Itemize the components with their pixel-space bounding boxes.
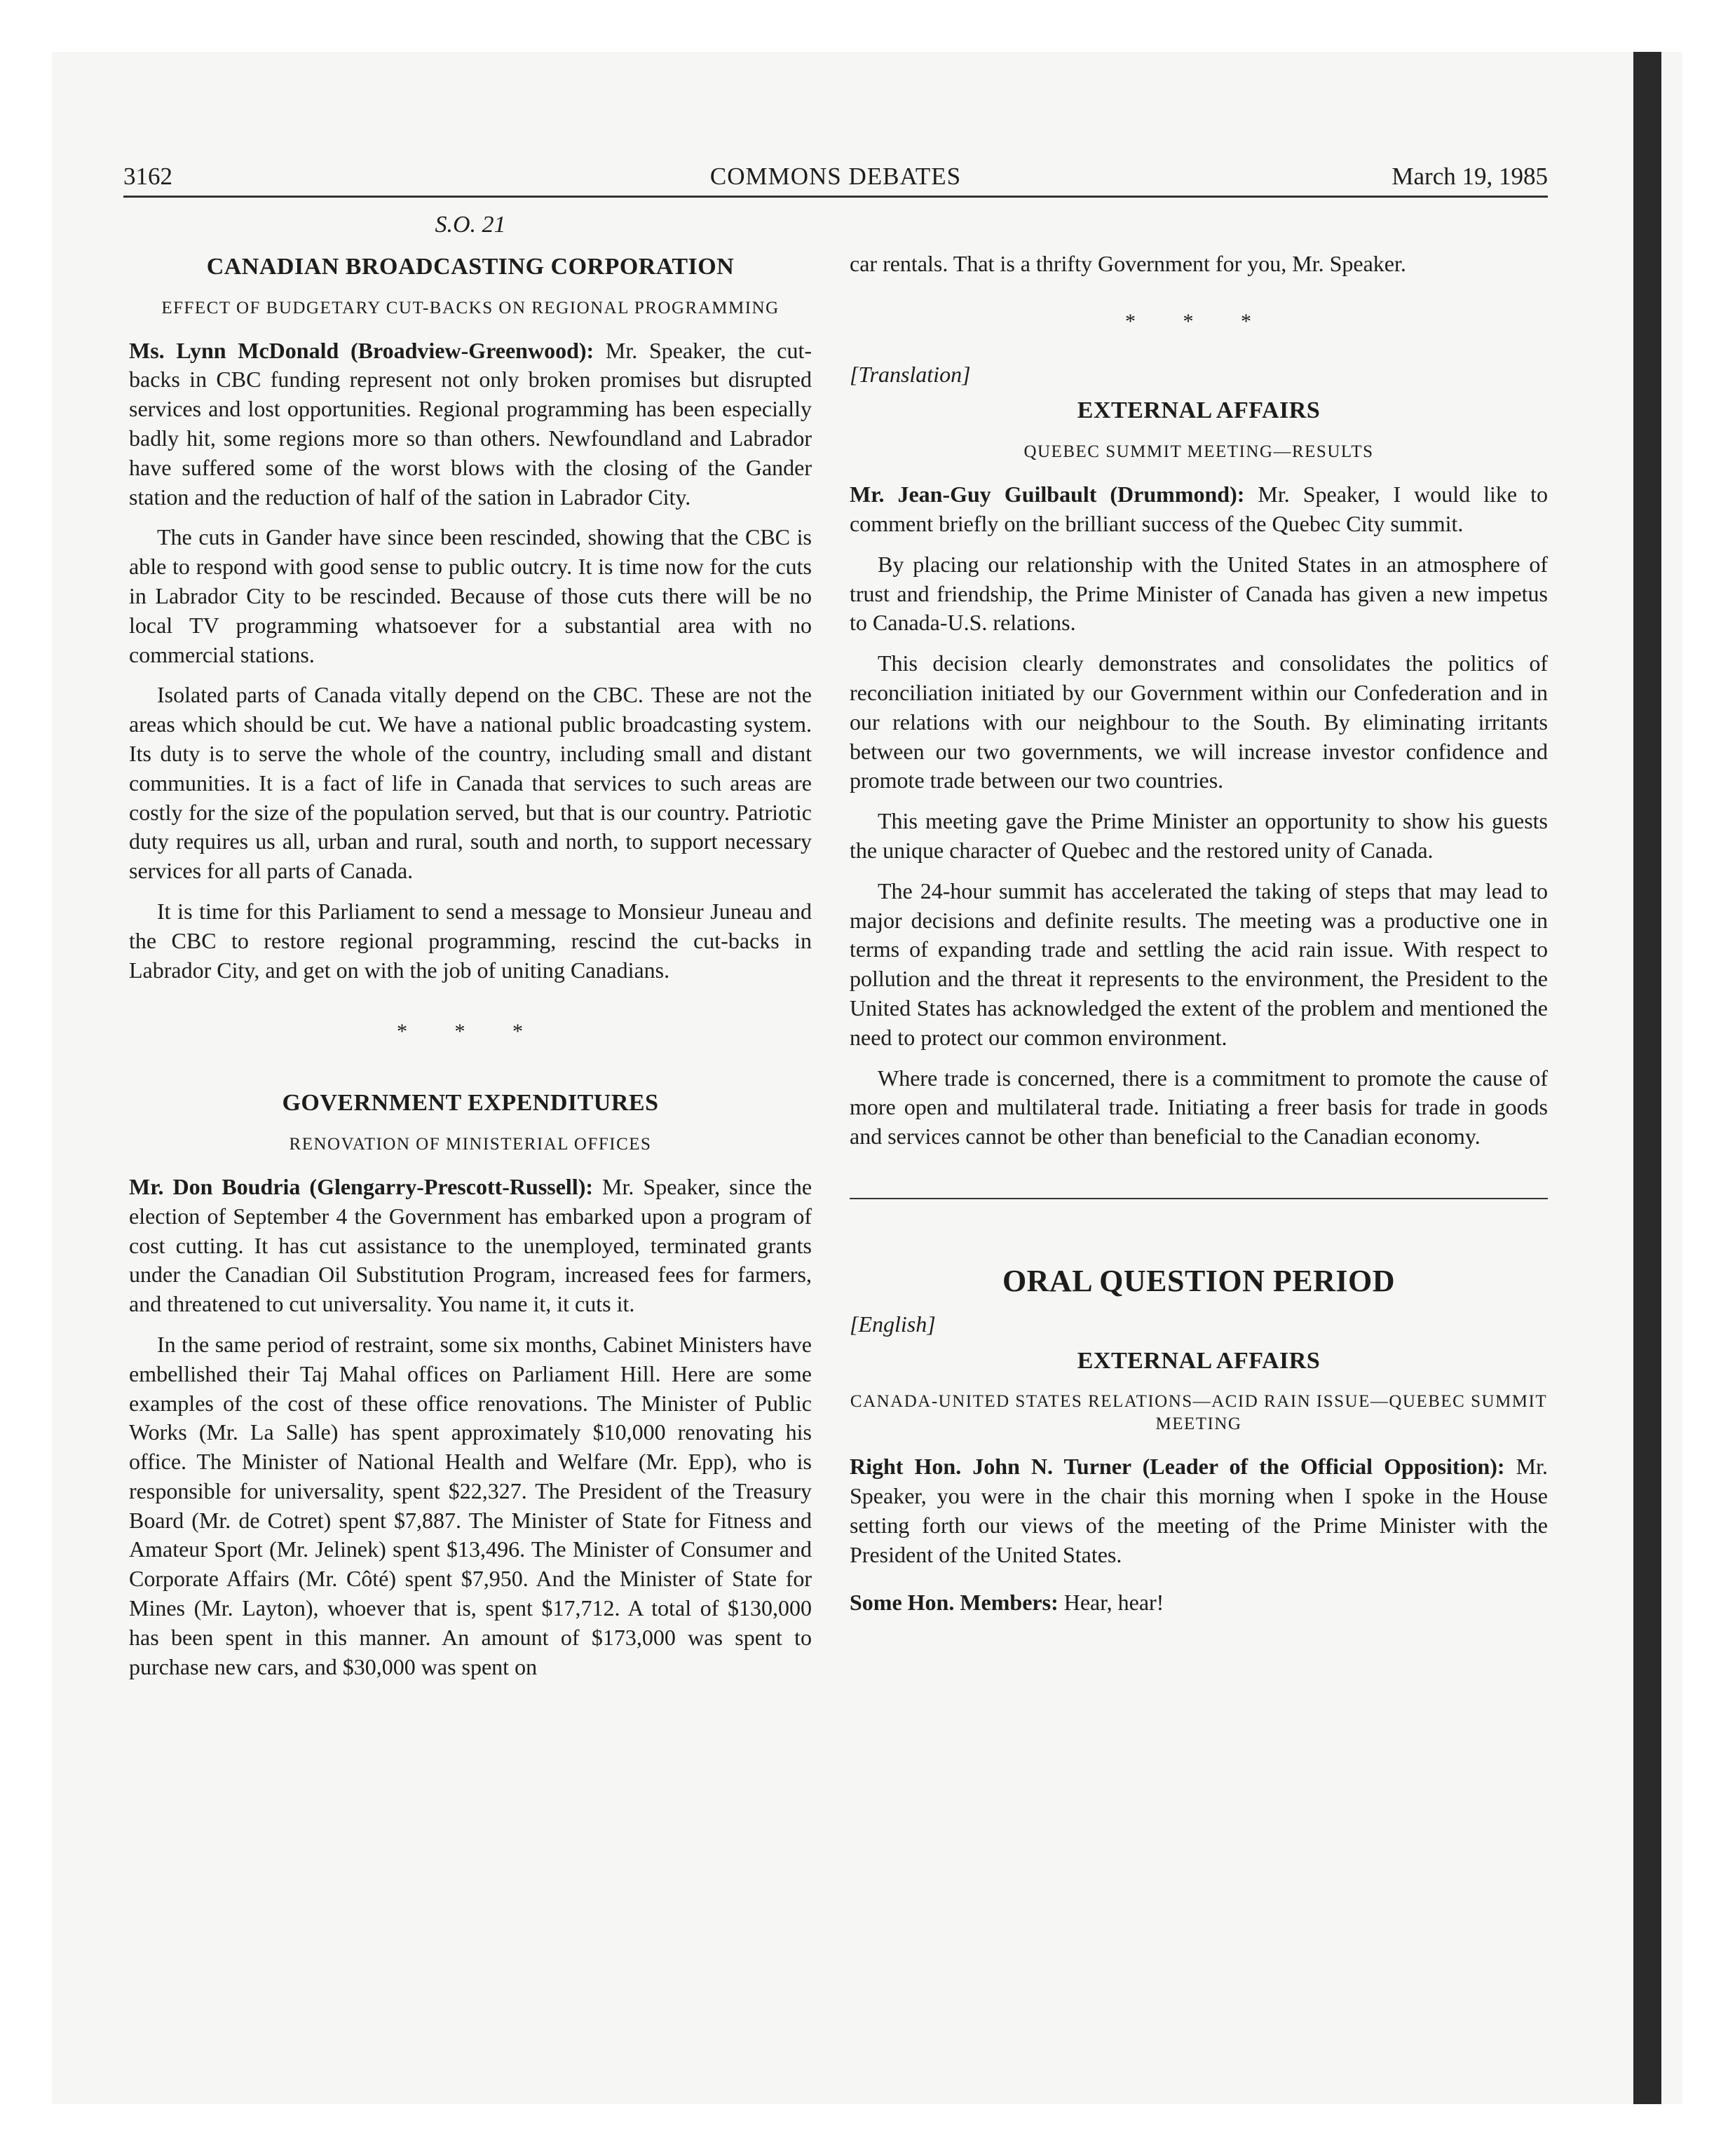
paragraph	[129, 1173, 812, 1319]
paragraph-continuation: car rentals. That is a thrifty Government for you, Mr. Speaker.	[850, 251, 1406, 276]
page-header	[123, 163, 1548, 198]
section-subtitle-quebec-summit: QUEBEC SUMMIT MEETING—RESULTS	[1023, 442, 1374, 462]
language-tag-english: [English]	[850, 1311, 936, 1337]
speaker-name: Mr. Jean-Guy Guilbault (Drummond):	[850, 482, 1245, 507]
speaker-name: Some Hon. Members:	[850, 1589, 1059, 1615]
paragraph	[129, 336, 812, 512]
speaker-name: Right Hon. John N. Turner (Leader of the Official Opposition):	[850, 1454, 1505, 1480]
section-title-expenditures: GOVERNMENT EXPENDITURES	[282, 1090, 659, 1117]
section-subtitle-cbc: EFFECT OF BUDGETARY CUT-BACKS ON REGIONAL PROGRAMMING	[161, 298, 780, 318]
section-divider-rule	[850, 1198, 1548, 1199]
left-column	[129, 210, 812, 1693]
paragraph	[850, 1452, 1548, 1569]
speech-text: Mr. Speaker, the cut-backs in CBC funding represent not only broken promises but disrupted services and lost opportunities. Regional programming has been especially badly hit, some regions more so than others. Newfoundland and Labrador have suffered some of the worst blows with the closing of the Gander station and the reduction of half of the sation in Labrador City.	[129, 337, 812, 510]
paragraph: Where trade is concerned, there is a commitment to promote the cause of more open and multilateral trade. Initiating a freer basis for trade in goods and services cannot be other than beneficial to the Canadian economy.	[850, 1065, 1548, 1149]
paragraph	[850, 1588, 1548, 1618]
header-rule	[123, 196, 1548, 198]
section-separator-stars: * * *	[397, 1020, 544, 1044]
speaker-name: Mr. Don Boudria (Glengarry-Prescott-Russell):	[129, 1173, 594, 1199]
paragraph: It is time for this Parliament to send a message to Monsieur Juneau and the CBC to restore regional programming, rescind the cut-backs in Labrador City, and get on with the job of uniting Canadians.	[129, 898, 812, 983]
speech-text: Mr. Speaker, you were in the chair this morning when I spoke in the House setting forth our views of the meeting of the Prime Minister with the President of the United States.	[850, 1454, 1549, 1567]
speech-text: Mr. Speaker, I would like to comment briefly on the brilliant success of the Quebec City summit.	[850, 482, 1549, 536]
section-title-cbc: CANADIAN BROADCASTING CORPORATION	[206, 253, 735, 280]
oral-question-period-title: ORAL QUESTION PERIOD	[1002, 1263, 1396, 1298]
paragraph: This decision clearly demonstrates and consolidates the politics of reconciliation initiated by our Government within our Confederation and in our relations with our neighbour to the South. By eliminating irritants between our two governments, we will increase investor confidence and promote trade between our two countries.	[850, 650, 1548, 793]
paragraph: The 24-hour summit has accelerated the taking of steps that may lead to major decisions and definite results. The meeting was a productive one in terms of expanding trade and settling the acid rain issue. With respect to pollution and the threat it represents to the environment, the President to the United States has acknowledged the extent of the problem and mentioned the need to protect our common environment.	[850, 878, 1548, 1050]
paragraph: The cuts in Gander have since been rescinded, showing that the CBC is able to respond with good sense to public outcry. It is time now for the cuts in Labrador City to be rescinded. Because of those cuts there will be no local TV programming whatsoever for a substantial area with no commercial stations.	[129, 524, 812, 667]
publication-date: March 19, 1985	[1392, 163, 1548, 190]
right-column	[850, 210, 1548, 1628]
speech-text: Mr. Speaker, since the election of September 4 the Government has embarked upon a program of cost cutting. It has cut assistance to the unemployed, terminated grants under the Canadian Oil Substitution Program, increased fees for farmers, and threatened to cut universality. You name it, it cuts it.	[129, 1173, 812, 1317]
publication-title: COMMONS DEBATES	[709, 163, 962, 190]
paragraph: By placing our relationship with the United States in an atmosphere of trust and friendship, the Prime Minister of Canada has given a new impetus to Canada-U.S. relations.	[850, 551, 1548, 636]
language-tag-translation: [Translation]	[850, 361, 971, 387]
paragraph	[850, 480, 1548, 539]
paragraph: Isolated parts of Canada vitally depend on the CBC. These are not the areas which should be cut. We have a national public broadcasting system. Its duty is to serve the whole of the country, including small and distant communities. It is a fact of life in Canada that services to such areas are costly for the size of the population served, but that is our country. Patriotic duty requires us all, urban and rural, south and north, to support necessary services for all parts of Canada.	[129, 682, 812, 884]
speaker-name: Ms. Lynn McDonald (Broadview-Greenwood):	[129, 337, 594, 363]
section-subtitle-acid-rain: CANADA-UNITED STATES RELATIONS—ACID RAIN ISSUE—QUEBEC SUMMIT MEETING	[850, 1392, 1548, 1434]
scan-edge-shadow	[1633, 52, 1661, 2104]
paragraph: In the same period of restraint, some six months, Cabinet Ministers have embellished their Taj Mahal offices on Parliament Hill. Here are some examples of the cost of these office renovations. The Minister of Public Works (Mr. La Salle) has spent approximately $10,000 renovating his office. The Minister of National Health and Welfare (Mr. Epp), who is responsible for universality, spent $22,327. The President of the Treasury Board (Mr. de Cotret) spent $7,887. The Minister of State for Fitness and Amateur Sport (Mr. Jelinek) spent $13,496. The Minister of Consumer and Corporate Affairs (Mr. Côté) spent $7,950. And the Minister of State for Mines (Mr. Layton), whoever that is, spent $17,712. A total of $130,000 has been spent in this manner. An amount of $173,000 was spent to purchase new cars, and $30,000 was spent on	[129, 1331, 812, 1679]
section-subtitle-expenditures: RENOVATION OF MINISTERIAL OFFICES	[289, 1134, 652, 1154]
paragraph: This meeting gave the Prime Minister an opportunity to show his guests the unique character of Quebec and the restored unity of Canada.	[850, 808, 1548, 863]
speech-text: Hear, hear!	[1063, 1589, 1164, 1615]
section-title-external-affairs-2: EXTERNAL AFFAIRS	[1077, 1347, 1321, 1374]
page-number: 3162	[123, 163, 172, 190]
standing-order-label: S.O. 21	[435, 212, 506, 238]
section-separator-stars: * * *	[1125, 309, 1272, 333]
section-title-external-affairs: EXTERNAL AFFAIRS	[1077, 397, 1321, 424]
